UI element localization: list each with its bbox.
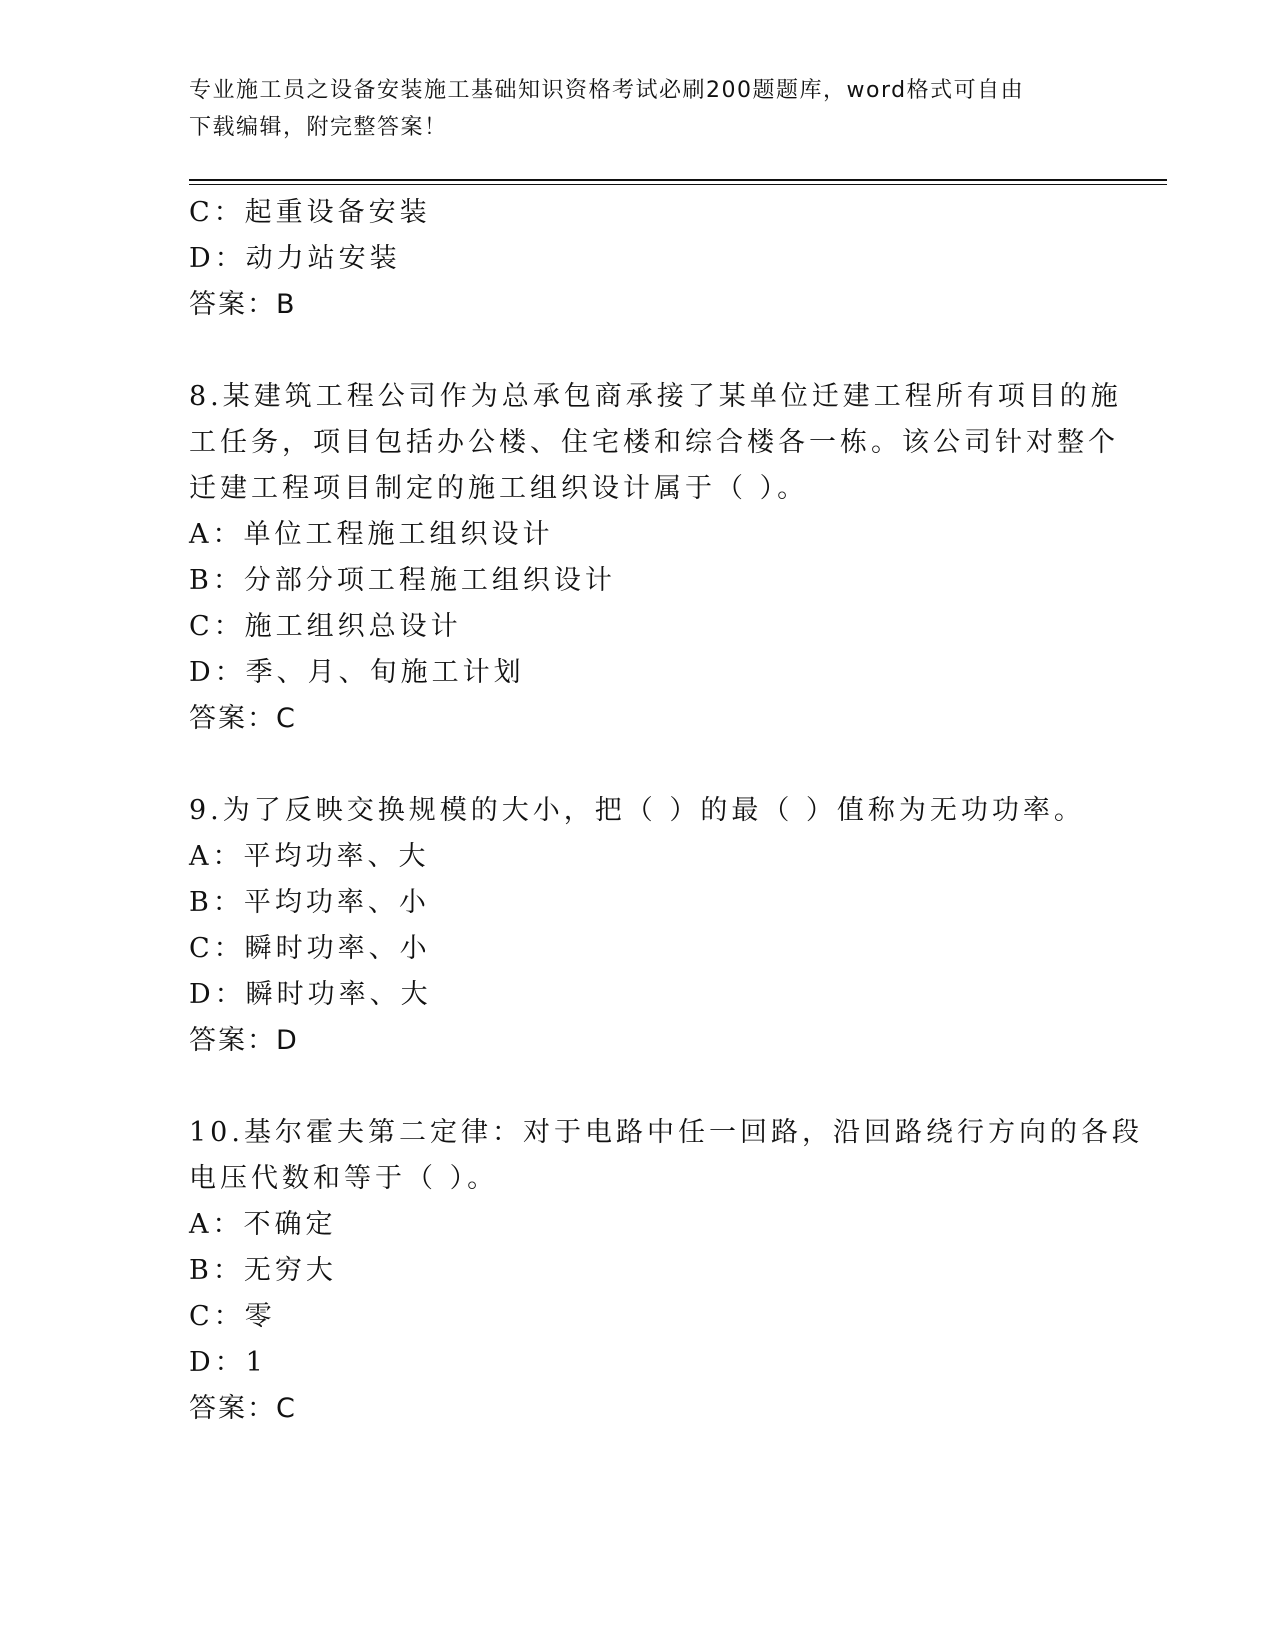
question-9 (189, 788, 1089, 1064)
question-10 (189, 1110, 1143, 1432)
option-c: C：零 (189, 1301, 276, 1332)
option-c: C：瞬时功率、小 (189, 933, 431, 964)
header-line-1: 专业施工员之设备安装施工基础知识资格考试必刷200题题库，word格式可自由 (189, 78, 1025, 103)
option-d: D：季、月、旬施工计划 (189, 657, 525, 688)
question-7-tail (189, 190, 1089, 328)
document-header (189, 72, 1089, 146)
option-a: A：单位工程施工组织设计 (189, 519, 554, 550)
answer-line: 答案：B (189, 289, 297, 320)
option-d: D：动力站安装 (189, 243, 401, 274)
option-a: A：平均功率、大 (189, 841, 430, 872)
option-a: A：不确定 (189, 1209, 337, 1240)
question-stem-line: 10.基尔霍夫第二定律：对于电路中任一回路，沿回路绕行方向的各段 (189, 1117, 1143, 1148)
option-b: B：无穷大 (189, 1255, 337, 1286)
header-line-2: 下载编辑，附完整答案！ (189, 115, 448, 140)
answer-line: 答案：D (189, 1025, 299, 1056)
option-c: C：起重设备安装 (189, 197, 431, 228)
option-d: D：1 (189, 1347, 267, 1378)
question-list (189, 190, 1143, 1432)
header-divider-thick (189, 179, 1167, 181)
question-8 (189, 374, 1122, 742)
question-stem-line: 工任务，项目包括办公楼、住宅楼和综合楼各一栋。该公司针对整个 (189, 427, 1119, 458)
option-b: B：平均功率、小 (189, 887, 430, 918)
question-stem-line: 8.某建筑工程公司作为总承包商承接了某单位迁建工程所有项目的施 (189, 381, 1122, 412)
answer-line: 答案：C (189, 703, 297, 734)
answer-line: 答案：C (189, 1393, 297, 1424)
option-d: D：瞬时功率、大 (189, 979, 432, 1010)
spacer (189, 328, 1089, 374)
question-stem-line: 电压代数和等于（ ）。 (189, 1163, 499, 1194)
spacer (189, 742, 1089, 788)
question-stem-line: 迁建工程项目制定的施工组织设计属于（ ）。 (189, 473, 809, 504)
header-divider-thin (189, 184, 1167, 185)
option-c: C：施工组织总设计 (189, 611, 462, 642)
option-b: B：分部分项工程施工组织设计 (189, 565, 616, 596)
spacer (189, 1064, 1089, 1110)
question-stem-line: 9.为了反映交换规模的大小，把（ ）的最（ ）值称为无功功率。 (189, 795, 1085, 826)
